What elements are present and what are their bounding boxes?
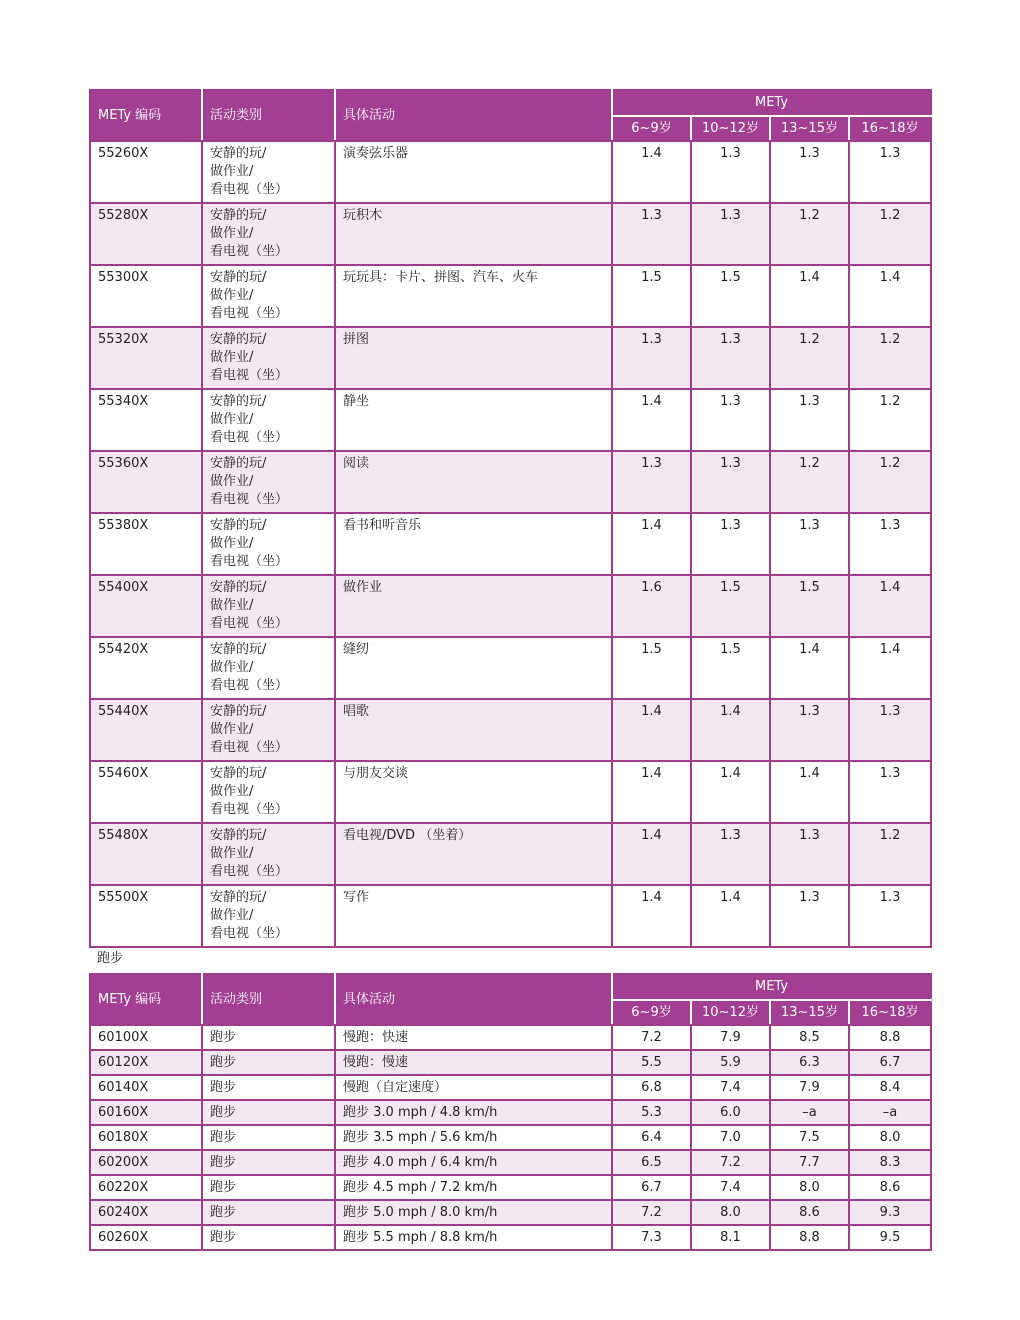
cell-code: 55260X xyxy=(90,141,202,203)
cell-mets-value: 7.2 xyxy=(612,1025,691,1050)
cell-category xyxy=(202,699,335,761)
cell-activity: 跑步 5.5 mph / 8.8 km/h xyxy=(335,1225,612,1250)
cell-mets-value: 1.3 xyxy=(691,327,770,389)
cell-mets-value: 1.4 xyxy=(612,513,691,575)
cell-category xyxy=(202,327,335,389)
category-line: 做作业/ xyxy=(210,226,254,241)
header-age: 16~18岁 xyxy=(849,1000,931,1025)
cell-category xyxy=(202,141,335,203)
category-line: 安静的玩/ xyxy=(210,456,267,471)
cell-code: 55500X xyxy=(90,885,202,947)
category-line: 跑步 xyxy=(210,1130,237,1145)
cell-category xyxy=(202,1100,335,1125)
cell-mets-value: 1.4 xyxy=(612,823,691,885)
category-line: 跑步 xyxy=(210,1155,237,1170)
category-line: 安静的玩/ xyxy=(210,332,267,347)
table-row xyxy=(90,1100,931,1125)
cell-activity: 演奏弦乐器 xyxy=(335,141,612,203)
cell-mets-value: 1.3 xyxy=(691,389,770,451)
cell-mets-value: 1.2 xyxy=(849,327,931,389)
cell-mets-value: 1.4 xyxy=(612,761,691,823)
cell-mets-value: 1.4 xyxy=(691,761,770,823)
header-code: METy 编码 xyxy=(90,90,202,141)
cell-code: 55360X xyxy=(90,451,202,513)
cell-mets-value: 8.0 xyxy=(691,1200,770,1225)
category-line: 安静的玩/ xyxy=(210,890,267,905)
header-code: METy 编码 xyxy=(90,974,202,1025)
category-line: 安静的玩/ xyxy=(210,394,267,409)
cell-mets-value: 7.0 xyxy=(691,1125,770,1150)
cell-category xyxy=(202,513,335,575)
table-header xyxy=(90,90,931,141)
category-line: 看电视（坐） xyxy=(210,740,289,755)
cell-category xyxy=(202,1125,335,1150)
cell-mets-value: 1.4 xyxy=(612,389,691,451)
cell-mets-value: 8.0 xyxy=(849,1125,931,1150)
category-line: 跑步 xyxy=(210,1205,237,1220)
cell-mets-value: 8.1 xyxy=(691,1225,770,1250)
table-body xyxy=(90,1025,931,1250)
cell-activity: 静坐 xyxy=(335,389,612,451)
cell-category xyxy=(202,203,335,265)
cell-mets-value: 1.2 xyxy=(770,203,849,265)
cell-code: 55440X xyxy=(90,699,202,761)
cell-mets-value: 1.3 xyxy=(849,141,931,203)
header-mets: METy xyxy=(612,974,931,1000)
header-age: 16~18岁 xyxy=(849,116,931,141)
header-age: 6~9岁 xyxy=(612,1000,691,1025)
cell-code: 60100X xyxy=(90,1025,202,1050)
cell-activity: 与朋友交谈 xyxy=(335,761,612,823)
cell-code: 55320X xyxy=(90,327,202,389)
cell-code: 55340X xyxy=(90,389,202,451)
header-mets: METy xyxy=(612,90,931,116)
cell-category xyxy=(202,389,335,451)
cell-mets-value: 1.5 xyxy=(691,265,770,327)
cell-mets-value: 8.8 xyxy=(849,1025,931,1050)
table-row xyxy=(90,1150,931,1175)
cell-mets-value: 6.7 xyxy=(612,1175,691,1200)
category-line: 安静的玩/ xyxy=(210,580,267,595)
cell-category xyxy=(202,265,335,327)
section-title-running: 跑步 xyxy=(97,951,124,966)
cell-mets-value: 1.2 xyxy=(770,327,849,389)
cell-mets-value: 1.3 xyxy=(770,141,849,203)
cell-code: 60120X xyxy=(90,1050,202,1075)
category-line: 做作业/ xyxy=(210,908,254,923)
table-row xyxy=(90,1050,931,1075)
cell-mets-value: 1.3 xyxy=(849,885,931,947)
cell-mets-value: 1.5 xyxy=(612,265,691,327)
cell-mets-value: 1.4 xyxy=(770,265,849,327)
cell-mets-value: 1.2 xyxy=(849,203,931,265)
category-line: 跑步 xyxy=(210,1080,237,1095)
cell-category xyxy=(202,1025,335,1050)
header-category: 活动类别 xyxy=(202,90,335,141)
cell-category xyxy=(202,1175,335,1200)
cell-mets-value: 1.3 xyxy=(849,761,931,823)
cell-code: 55420X xyxy=(90,637,202,699)
cell-mets-value: 7.4 xyxy=(691,1075,770,1100)
category-line: 跑步 xyxy=(210,1030,237,1045)
table-body xyxy=(90,141,931,947)
cell-category xyxy=(202,1225,335,1250)
cell-mets-value: 1.2 xyxy=(849,451,931,513)
cell-mets-value: 1.4 xyxy=(849,575,931,637)
cell-code: 60260X xyxy=(90,1225,202,1250)
cell-activity: 慢跑：慢速 xyxy=(335,1050,612,1075)
table-row xyxy=(90,823,931,885)
category-line: 看电视（坐） xyxy=(210,306,289,321)
header-age: 6~9岁 xyxy=(612,116,691,141)
running-table xyxy=(89,973,932,1251)
cell-mets-value: 1.4 xyxy=(849,637,931,699)
table-row xyxy=(90,1225,931,1250)
category-line: 安静的玩/ xyxy=(210,146,267,161)
category-line: 安静的玩/ xyxy=(210,828,267,843)
cell-mets-value: 1.3 xyxy=(770,823,849,885)
cell-mets-value: 7.2 xyxy=(691,1150,770,1175)
table-row xyxy=(90,637,931,699)
cell-category xyxy=(202,885,335,947)
category-line: 安静的玩/ xyxy=(210,518,267,533)
table-row xyxy=(90,265,931,327)
cell-activity: 跑步 3.5 mph / 5.6 km/h xyxy=(335,1125,612,1150)
cell-mets-value: 1.2 xyxy=(849,389,931,451)
cell-mets-value: 1.3 xyxy=(770,389,849,451)
cell-mets-value: 9.5 xyxy=(849,1225,931,1250)
category-line: 看电视（坐） xyxy=(210,182,289,197)
cell-code: 55400X xyxy=(90,575,202,637)
cell-mets-value: 1.4 xyxy=(770,637,849,699)
table-row xyxy=(90,1125,931,1150)
category-line: 看电视（坐） xyxy=(210,802,289,817)
cell-mets-value: 1.3 xyxy=(770,513,849,575)
category-line: 做作业/ xyxy=(210,660,254,675)
category-line: 看电视（坐） xyxy=(210,244,289,259)
cell-category xyxy=(202,451,335,513)
category-line: 做作业/ xyxy=(210,784,254,799)
cell-mets-value: 1.5 xyxy=(770,575,849,637)
category-line: 安静的玩/ xyxy=(210,208,267,223)
table-row xyxy=(90,203,931,265)
cell-activity: 拼图 xyxy=(335,327,612,389)
table-row xyxy=(90,699,931,761)
cell-mets-value: 1.4 xyxy=(770,761,849,823)
header-activity: 具体活动 xyxy=(335,90,612,141)
cell-activity: 玩玩具：卡片、拼图、汽车、火车 xyxy=(335,265,612,327)
table-row xyxy=(90,761,931,823)
category-line: 看电视（坐） xyxy=(210,492,289,507)
cell-mets-value: 6.8 xyxy=(612,1075,691,1100)
cell-code: 55460X xyxy=(90,761,202,823)
cell-mets-value: 1.4 xyxy=(612,699,691,761)
cell-category xyxy=(202,1150,335,1175)
cell-mets-value: 1.4 xyxy=(612,141,691,203)
category-line: 做作业/ xyxy=(210,846,254,861)
table-row xyxy=(90,885,931,947)
header-age: 13~15岁 xyxy=(770,1000,849,1025)
cell-mets-value: 7.9 xyxy=(770,1075,849,1100)
cell-category xyxy=(202,637,335,699)
cell-mets-value: 1.2 xyxy=(770,451,849,513)
cell-mets-value: 1.4 xyxy=(612,885,691,947)
cell-mets-value: 8.6 xyxy=(770,1200,849,1225)
cell-mets-value: 1.3 xyxy=(612,327,691,389)
table-row xyxy=(90,451,931,513)
cell-mets-value: 1.2 xyxy=(849,823,931,885)
table-row xyxy=(90,327,931,389)
cell-mets-value: 6.0 xyxy=(691,1100,770,1125)
cell-mets-value: 7.9 xyxy=(691,1025,770,1050)
cell-code: 60140X xyxy=(90,1075,202,1100)
cell-category xyxy=(202,1200,335,1225)
category-line: 跑步 xyxy=(210,1055,237,1070)
cell-code: 55280X xyxy=(90,203,202,265)
cell-code: 55480X xyxy=(90,823,202,885)
cell-mets-value: 1.5 xyxy=(691,575,770,637)
header-age: 10~12岁 xyxy=(691,116,770,141)
cell-mets-value: 7.7 xyxy=(770,1150,849,1175)
cell-code: 60240X xyxy=(90,1200,202,1225)
category-line: 做作业/ xyxy=(210,412,254,427)
table-row xyxy=(90,1175,931,1200)
cell-mets-value: 1.3 xyxy=(691,141,770,203)
cell-mets-value: 7.2 xyxy=(612,1200,691,1225)
cell-activity: 跑步 4.5 mph / 7.2 km/h xyxy=(335,1175,612,1200)
cell-activity: 慢跑：快速 xyxy=(335,1025,612,1050)
cell-mets-value: 7.4 xyxy=(691,1175,770,1200)
category-line: 安静的玩/ xyxy=(210,642,267,657)
cell-mets-value: 1.3 xyxy=(770,699,849,761)
cell-mets-value: 1.3 xyxy=(691,451,770,513)
cell-activity: 慢跑（自定速度） xyxy=(335,1075,612,1100)
table-row xyxy=(90,513,931,575)
category-line: 看电视（坐） xyxy=(210,864,289,879)
cell-code: 60180X xyxy=(90,1125,202,1150)
cell-mets-value: 8.8 xyxy=(770,1225,849,1250)
cell-code: 60160X xyxy=(90,1100,202,1125)
cell-mets-value: 8.4 xyxy=(849,1075,931,1100)
category-line: 看电视（坐） xyxy=(210,616,289,631)
category-line: 做作业/ xyxy=(210,164,254,179)
cell-mets-value: 6.4 xyxy=(612,1125,691,1150)
category-line: 安静的玩/ xyxy=(210,704,267,719)
table-row xyxy=(90,1200,931,1225)
cell-activity: 看电视/DVD （坐着） xyxy=(335,823,612,885)
table-row xyxy=(90,389,931,451)
cell-mets-value: 1.4 xyxy=(691,699,770,761)
category-line: 跑步 xyxy=(210,1230,237,1245)
cell-category xyxy=(202,1050,335,1075)
cell-mets-value: 8.6 xyxy=(849,1175,931,1200)
category-line: 做作业/ xyxy=(210,536,254,551)
category-line: 做作业/ xyxy=(210,288,254,303)
cell-mets-value: 1.3 xyxy=(849,699,931,761)
cell-mets-value: 1.5 xyxy=(612,637,691,699)
category-line: 安静的玩/ xyxy=(210,766,267,781)
cell-code: 60200X xyxy=(90,1150,202,1175)
cell-mets-value: –a xyxy=(770,1100,849,1125)
cell-category xyxy=(202,823,335,885)
cell-mets-value: –a xyxy=(849,1100,931,1125)
category-line: 做作业/ xyxy=(210,350,254,365)
category-line: 看电视（坐） xyxy=(210,554,289,569)
cell-mets-value: 7.5 xyxy=(770,1125,849,1150)
category-line: 做作业/ xyxy=(210,722,254,737)
cell-mets-value: 8.5 xyxy=(770,1025,849,1050)
category-line: 看电视（坐） xyxy=(210,430,289,445)
cell-mets-value: 1.3 xyxy=(691,203,770,265)
cell-mets-value: 1.6 xyxy=(612,575,691,637)
cell-mets-value: 6.5 xyxy=(612,1150,691,1175)
cell-mets-value: 1.3 xyxy=(770,885,849,947)
cell-mets-value: 5.5 xyxy=(612,1050,691,1075)
cell-mets-value: 1.3 xyxy=(612,203,691,265)
cell-mets-value: 9.3 xyxy=(849,1200,931,1225)
cell-category xyxy=(202,575,335,637)
cell-mets-value: 1.3 xyxy=(691,823,770,885)
cell-activity: 跑步 4.0 mph / 6.4 km/h xyxy=(335,1150,612,1175)
category-line: 看电视（坐） xyxy=(210,926,289,941)
cell-mets-value: 1.5 xyxy=(691,637,770,699)
cell-mets-value: 1.3 xyxy=(612,451,691,513)
cell-mets-value: 5.3 xyxy=(612,1100,691,1125)
cell-activity: 写作 xyxy=(335,885,612,947)
cell-mets-value: 6.3 xyxy=(770,1050,849,1075)
cell-activity: 跑步 3.0 mph / 4.8 km/h xyxy=(335,1100,612,1125)
cell-category xyxy=(202,1075,335,1100)
cell-mets-value: 1.3 xyxy=(691,513,770,575)
cell-activity: 唱歌 xyxy=(335,699,612,761)
table-row xyxy=(90,1075,931,1100)
category-line: 做作业/ xyxy=(210,598,254,613)
table-row xyxy=(90,141,931,203)
cell-activity: 缝纫 xyxy=(335,637,612,699)
table-header xyxy=(90,974,931,1025)
cell-activity: 阅读 xyxy=(335,451,612,513)
header-activity: 具体活动 xyxy=(335,974,612,1025)
header-category: 活动类别 xyxy=(202,974,335,1025)
category-line: 看电视（坐） xyxy=(210,368,289,383)
cell-activity: 跑步 5.0 mph / 8.0 km/h xyxy=(335,1200,612,1225)
cell-mets-value: 1.4 xyxy=(849,265,931,327)
category-line: 跑步 xyxy=(210,1105,237,1120)
header-age: 10~12岁 xyxy=(691,1000,770,1025)
category-line: 跑步 xyxy=(210,1180,237,1195)
cell-mets-value: 8.3 xyxy=(849,1150,931,1175)
cell-activity: 做作业 xyxy=(335,575,612,637)
cell-activity: 看书和听音乐 xyxy=(335,513,612,575)
cell-mets-value: 1.3 xyxy=(849,513,931,575)
quiet-play-table xyxy=(89,89,932,948)
category-line: 看电视（坐） xyxy=(210,678,289,693)
cell-code: 55380X xyxy=(90,513,202,575)
cell-category xyxy=(202,761,335,823)
cell-mets-value: 8.0 xyxy=(770,1175,849,1200)
table-row xyxy=(90,575,931,637)
table-row xyxy=(90,1025,931,1050)
cell-mets-value: 1.4 xyxy=(691,885,770,947)
cell-activity: 玩积木 xyxy=(335,203,612,265)
header-age: 13~15岁 xyxy=(770,116,849,141)
category-line: 安静的玩/ xyxy=(210,270,267,285)
category-line: 做作业/ xyxy=(210,474,254,489)
cell-code: 55300X xyxy=(90,265,202,327)
cell-mets-value: 6.7 xyxy=(849,1050,931,1075)
cell-code: 60220X xyxy=(90,1175,202,1200)
cell-mets-value: 5.9 xyxy=(691,1050,770,1075)
cell-mets-value: 7.3 xyxy=(612,1225,691,1250)
